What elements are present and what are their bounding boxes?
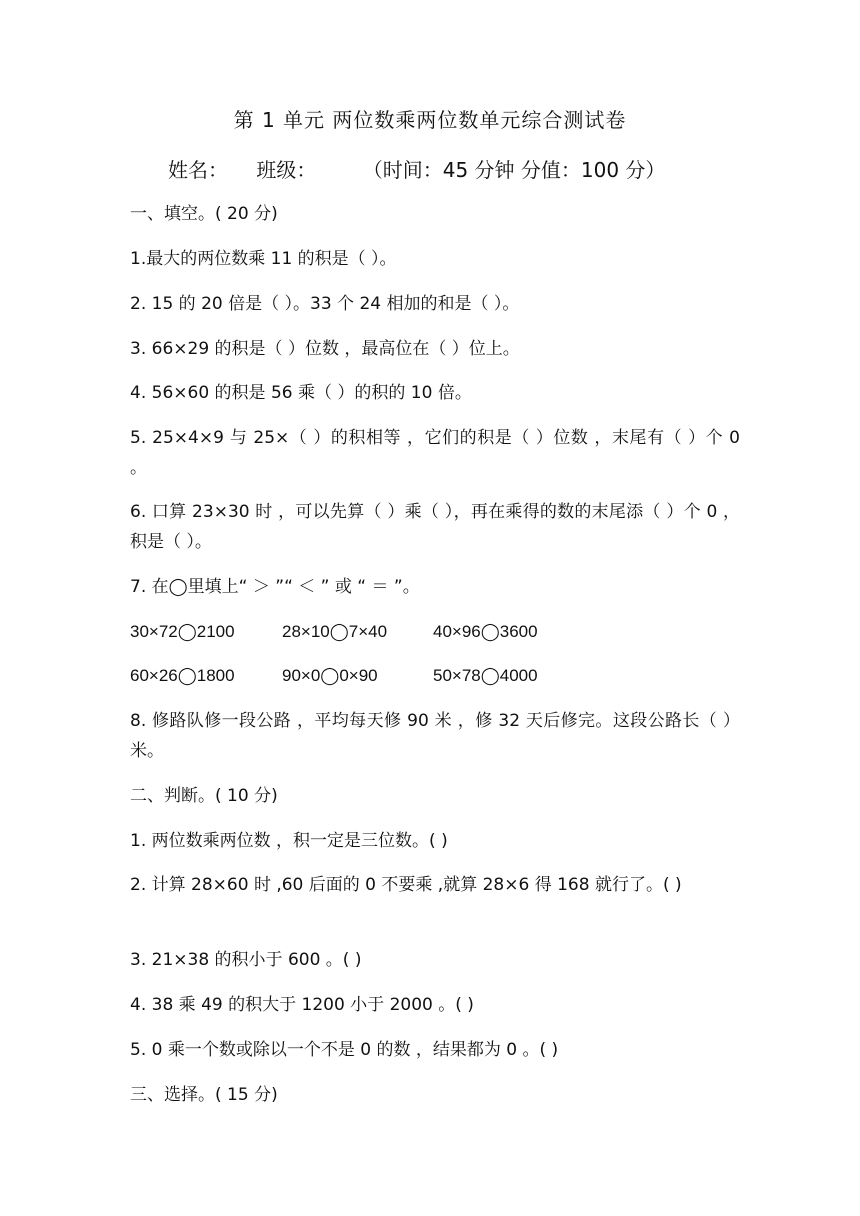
section2-question-1: 1. 两位数乘两位数 ，积一定是三位数。( ) (130, 831, 448, 851)
exam-title: 第 1 单元 两位数乘两位数单元综合测试卷 (233, 108, 627, 132)
section1-question-4: 4. 56×60 的积是 56 乘（ ）的积的 10 倍。 (130, 383, 472, 403)
student-info (168, 154, 665, 183)
section1-question-2: 2. 15 的 20 倍是（ ）。33 个 24 相加的和是（ ）。 (130, 294, 520, 314)
section2-question-3: 3. 21×38 的积小于 600 。( ) (130, 950, 362, 970)
section1-question-8: 8. 修路队修一段公路 ，平均每天修 90 米 ，修 32 天后修完。这段公路长（ ）米。 (130, 711, 740, 761)
section2-question-4: 4. 38 乘 49 的积大于 1200 小于 2000 。( ) (130, 995, 474, 1015)
section1-question-7: 7. 在◯里填上“ ＞ ”“ ＜ ” 或 “ ＝ ”。 (130, 577, 420, 597)
compare-item: 28×10◯7×40 (282, 622, 388, 641)
compare-row-2 (130, 661, 740, 691)
compare-item: 90×0◯0×90 (282, 666, 378, 685)
section3-heading: 三、选择。( 15 分) (130, 1085, 278, 1105)
time-score: （时间：45 分钟 分值：100 分） (362, 158, 666, 182)
compare-item: 50×78◯4000 (433, 666, 538, 685)
section1-question-5: 5. 25×4×9 与 25×（ ）的积相等 ，它们的积是（ ）位数 ，末尾有（ ）个 0 。 (130, 428, 740, 478)
section1-question-3: 3. 66×29 的积是（ ）位数 ，最高位在（ ）位上。 (130, 339, 520, 359)
class-label: 班级： (256, 158, 317, 182)
compare-row-1 (130, 617, 740, 647)
section1-question-6: 6. 口算 23×30 时 ，可以先算（ ）乘（ ），再在乘得的数的末尾添（ ）个 0 ，积是（ ）。 (130, 502, 740, 552)
section2-question-5: 5. 0 乘一个数或除以一个不是 0 的数 ，结果都为 0 。( ) (130, 1040, 559, 1060)
compare-item: 30×72◯2100 (130, 622, 235, 641)
compare-item: 40×96◯3600 (433, 622, 538, 641)
section2-question-2: 2. 计算 28×60 时 ,60 后面的 0 不要乘 ,就算 28×6 得 168 就行了。( ) (130, 875, 682, 895)
compare-item: 60×26◯1800 (130, 666, 235, 685)
section2-heading: 二、判断。( 10 分) (130, 786, 278, 806)
name-label: 姓名： (168, 158, 228, 182)
section1-heading: 一、填空。( 20 分) (130, 204, 278, 224)
section1-question-1: 1.最大的两位数乘 11 的积是（ ）。 (130, 249, 397, 269)
